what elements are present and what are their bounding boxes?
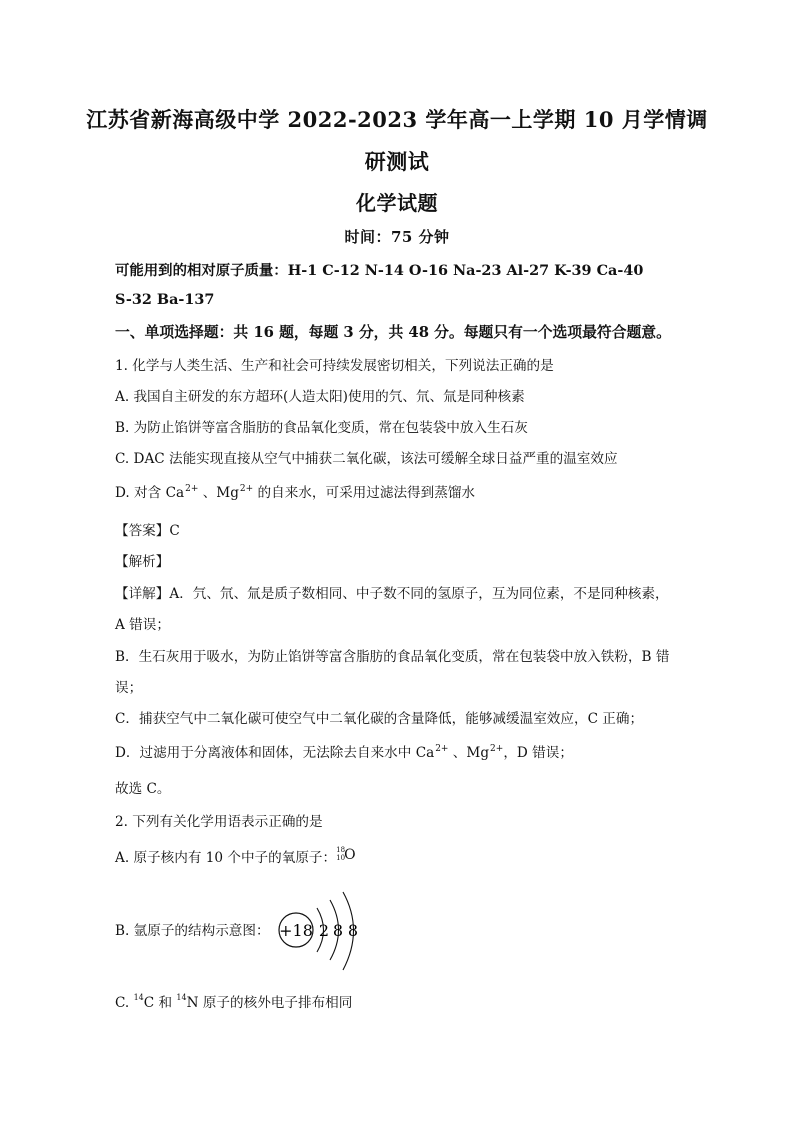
- exam-title-line2: 研测试: [364, 149, 430, 174]
- shell-2-electrons: 8: [332, 921, 344, 940]
- atomic-masses-line1: 可能用到的相对原子质量：H-1 C-12 N-14 O-16 Na-23 Al-27 K-39 Ca-40: [115, 262, 644, 279]
- section-heading: 一、单项选择题：共 16 题，每题 3 分，共 48 分。每题只有一个选项最符合题意。: [115, 324, 671, 341]
- atomic-masses-line2: S-32 Ba-137: [115, 291, 215, 308]
- shell-1-electrons: 2: [318, 921, 330, 940]
- q2-option-c: C. $^{14}$C 和 $^{14}$N 原子的核外电子排布相同: [115, 993, 353, 1011]
- calcium-ion: $Ca^{2+}$: [165, 484, 199, 501]
- q1-answer: 【答案】C: [115, 523, 180, 539]
- nitrogen-mass-number: 14: [176, 993, 187, 1002]
- q2-stem: 2. 下列有关化学用语表示正确的是: [115, 814, 323, 830]
- q1-detail-b-line2: 误；: [115, 680, 143, 696]
- exam-time: 时间：75 分钟: [344, 228, 450, 246]
- q1-conclusion: 故选 C。: [115, 781, 171, 797]
- q1-option-d-prefix: D. 对含: [115, 485, 166, 501]
- exam-title-line1: 江苏省新海高级中学 2022-2023 学年高一上学期 10 月学情调: [86, 107, 708, 132]
- q1-option-d-suffix: 的自来水，可采用过滤法得到蒸馏水: [253, 485, 476, 501]
- q1-detail-a-line1: 【详解】A．氕、氘、氚是质子数相同、中子数不同的氢原子，互为同位素，不是同种核素，: [115, 586, 669, 602]
- argon-atom-structure-diagram: [270, 888, 380, 976]
- subject-title: 化学试题: [356, 191, 438, 215]
- q2-option-b: B. 氩原子的结构示意图：: [115, 923, 270, 939]
- q1-stem: 1. 化学与人类生活、生产和社会可持续发展密切相关，下列说法正确的是: [115, 358, 554, 374]
- q1-option-d: D. 对含 $Ca^{2+}$ 、$Mg^{2+}$ 的自来水，可采用过滤法得到蒸馏水: [115, 484, 476, 501]
- oxygen-nuclide-symbol: 18 10 O: [336, 846, 356, 863]
- q1-detail-a-line2: A 错误；: [115, 617, 170, 633]
- q1-detail-b-line1: B．生石灰用于吸水，为防止馅饼等富含脂肪的食品氧化变质，常在包装袋中放入铁粉，B 错: [115, 649, 670, 665]
- q1-option-c: C. DAC 法能实现直接从空气中捕获二氧化碳，该法可缓解全球日益严重的温室效应: [115, 451, 618, 467]
- q1-detail-d: D．过滤用于分离液体和固体，无法除去自来水中 $Ca^{2+}$ 、$Mg^{2+}$，D 错误；: [115, 744, 573, 761]
- q1-detail-c: C．捕获空气中二氧化碳可使空气中二氧化碳的含量降低，能够减缓温室效应，C 正确；: [115, 711, 644, 727]
- q1-option-a: A. 我国自主研发的东方超环(人造太阳)使用的氕、氘、氚是同种核素: [115, 389, 525, 405]
- nucleus-charge: +18: [279, 921, 313, 940]
- q1-option-b: B. 为防止馅饼等富含脂肪的食品氧化变质，常在包装袋中放入生石灰: [115, 420, 528, 436]
- q2-option-a: A. 原子核内有 10 个中子的氧原子： 18 10 O: [115, 846, 358, 866]
- shell-3-electrons: 8: [347, 921, 359, 940]
- magnesium-ion: $Mg^{2+}$: [216, 484, 254, 501]
- q1-analysis-label: 【解析】: [115, 554, 170, 570]
- carbon-mass-number: 14: [133, 993, 144, 1002]
